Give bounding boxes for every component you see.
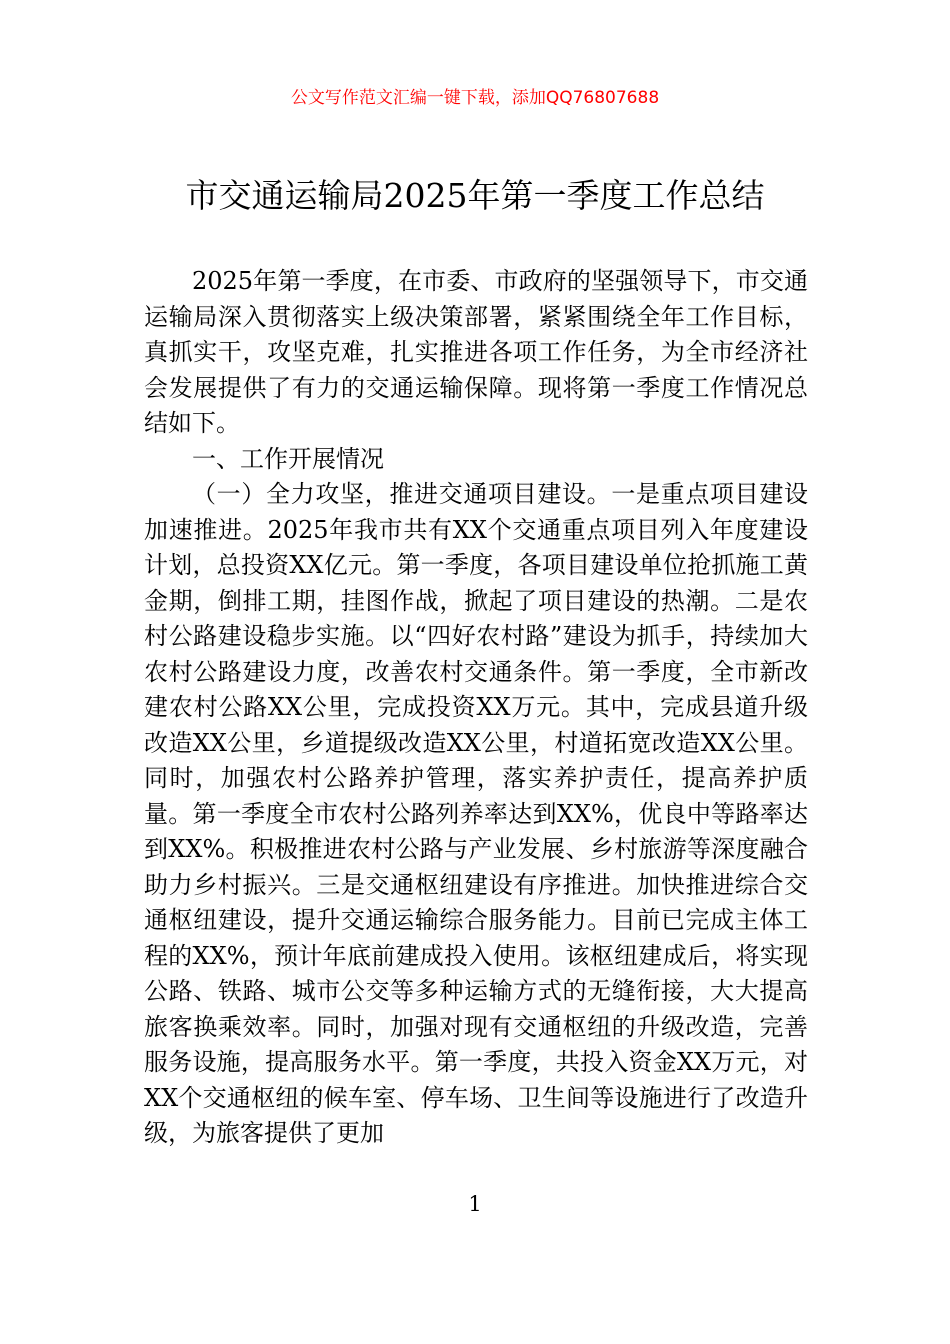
document-body xyxy=(144,264,808,1152)
document-title: 市交通运输局2025年第一季度工作总结 xyxy=(185,176,765,215)
body-paragraph: （一）全力攻坚，推进交通项目建设。一是重点项目建设加速推进。2025年我市共有XX个交通重点项目列入年度建设计划，总投资XX亿元。第一季度，各项目建设单位抢抓施工黄金期，倒排工期，挂图作战，掀起了项目建设的热潮。二是农村公路建设稳步实施。以“四好农村路”建设为抓手，持续加大农村公路建设力度，改善农村交通条件。第一季度，全市新改建农村公路XX公里，完成投资XX万元。其中，完成县道升级改造XX公里，乡道提级改造XX公里，村道拓宽改造XX公里。同时，加强农村公路养护管理，落实养护责任，提高养护质量。第一季度全市农村公路列养率达到XX%，优良中等路率达到XX%。积极推进农村公路与产业发展、乡村旅游等深度融合助力乡村振兴。三是交通枢纽建设有序推进。加快推进综合交通枢纽建设，提升交通运输综合服务能力。目前已完成主体工程的XX%，预计年底前建成投入使用。该枢纽建成后，将实现公路、铁路、城市公交等多种运输方式的无缝衔接，大大提高旅客换乘效率。同时，加强对现有交通枢纽的升级改造，完善服务设施，提高服务水平。第一季度，共投入资金XX万元，对XX个交通枢纽的候车室、停车场、卫生间等设施进行了改造升级，为旅客提供了更加 xyxy=(144,480,808,1147)
section-heading: 一、工作开展情况 xyxy=(192,444,384,473)
intro-paragraph: 2025年第一季度，在市委、市政府的坚强领导下，市交通运输局深入贯彻落实上级决策部署，紧紧围绕全年工作目标，真抓实干，攻坚克难，扎实推进各项工作任务，为全市经济社会发展提供了有力的交通运输保障。现将第一季度工作情况总结如下。 xyxy=(144,267,808,437)
download-banner: 公文写作范文汇编一键下载，添加QQ76807688 xyxy=(290,88,660,108)
page-number: 1 xyxy=(468,1192,482,1216)
